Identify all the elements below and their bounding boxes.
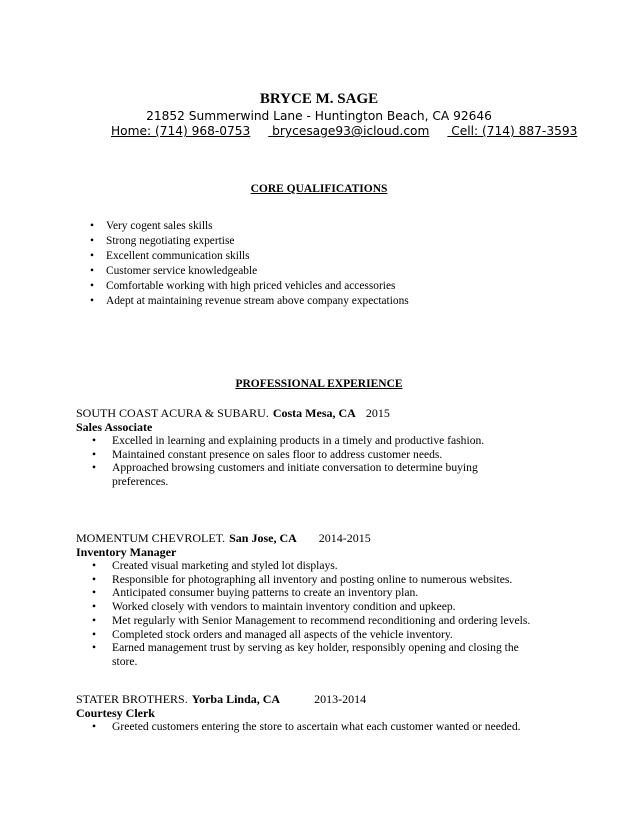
core-qualifications-heading: CORE QUALIFICATIONS xyxy=(250,183,388,195)
list-item: • Adept at maintaining revenue stream above company expectations xyxy=(90,294,409,309)
job-city: San Jose, CA xyxy=(229,531,297,545)
job-header xyxy=(76,531,556,545)
job-company: SOUTH COAST ACURA & SUBARU. xyxy=(76,406,269,420)
list-item: • Created visual marketing and styled lot displays. xyxy=(76,559,556,573)
list-item: • Customer service knowledgeable xyxy=(90,264,409,279)
job-company: STATER BROTHERS. xyxy=(76,692,188,706)
qualifications-list xyxy=(90,219,409,309)
job-entry xyxy=(76,406,556,489)
list-item: • Responsible for photographing all inventory and posting online to numerous websites. xyxy=(76,573,556,587)
job-title: Sales Associate xyxy=(76,420,153,434)
job-city: Costa Mesa, CA xyxy=(272,406,356,420)
list-item: • Worked closely with vendors to maintain inventory condition and upkeep. xyxy=(76,600,556,614)
list-item: • Comfortable working with high priced vehicles and accessories xyxy=(90,279,409,294)
list-item: • Strong negotiating expertise xyxy=(90,234,409,249)
list-item: • Excellent communication skills xyxy=(90,249,409,264)
list-item: • Greeted customers entering the store to ascertain what each customer wanted or needed. xyxy=(76,720,556,734)
job-company: MOMENTUM CHEVROLET. xyxy=(76,531,226,545)
email-address: brycesage93@icloud.com xyxy=(272,124,430,138)
candidate-address: 21852 Summerwind Lane - Huntington Beach, CA 92646 xyxy=(146,109,492,123)
list-item: • Met regularly with Senior Management to recommend reconditioning and ordering levels. xyxy=(76,614,556,628)
candidate-name: BRYCE M. SAGE xyxy=(259,91,379,107)
list-item: • Approached browsing customers and initiate conversation to determine buying xyxy=(76,461,556,475)
list-item: • Completed stock orders and managed all aspects of the vehicle inventory. xyxy=(76,628,556,642)
job-title: Inventory Manager xyxy=(76,545,177,559)
list-item: • Earned management trust by serving as key holder, responsibly opening and closing the xyxy=(76,641,556,655)
contact-line xyxy=(111,124,577,138)
list-item: • Very cogent sales skills xyxy=(90,219,409,234)
job-duties xyxy=(76,559,556,669)
job-dates: 2014-2015 xyxy=(318,531,371,545)
job-dates: 2015 xyxy=(365,406,390,420)
job-header xyxy=(76,406,556,420)
cell-phone: Cell: (714) 887-3593 xyxy=(451,124,578,138)
list-item-continuation: store. xyxy=(112,654,138,668)
job-duties xyxy=(76,434,556,489)
job-entry xyxy=(76,692,556,734)
job-entry xyxy=(76,531,556,669)
professional-experience-heading: PROFESSIONAL EXPERIENCE xyxy=(235,378,403,390)
job-duties xyxy=(76,720,556,734)
job-title: Courtesy Clerk xyxy=(76,706,155,720)
list-item: • Excelled in learning and explaining products in a timely and productive fashion. xyxy=(76,434,556,448)
home-phone: Home: (714) 968-0753 xyxy=(111,124,251,138)
job-city: Yorba Linda, CA xyxy=(191,692,281,706)
list-item-continuation: preferences. xyxy=(112,475,169,489)
list-item: • Maintained constant presence on sales floor to address customer needs. xyxy=(76,448,556,462)
job-dates: 2013-2014 xyxy=(314,692,367,706)
job-header xyxy=(76,692,556,706)
list-item: • Anticipated consumer buying patterns to create an inventory plan. xyxy=(76,586,556,600)
